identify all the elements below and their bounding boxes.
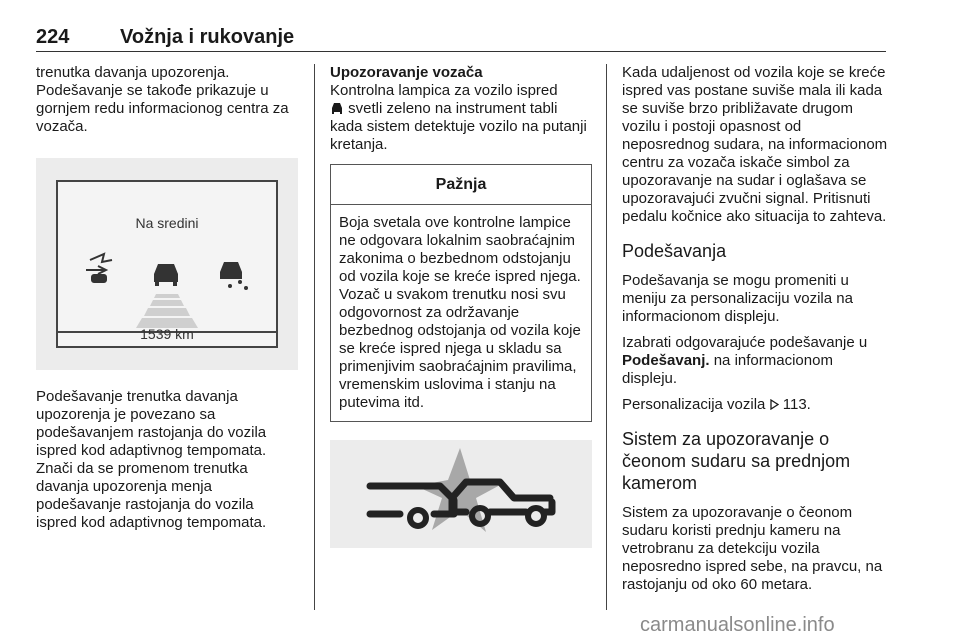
vehicle-ahead-icon — [154, 264, 178, 286]
paragraph-text: Izabrati odgovarajuće podešavanje u — [622, 334, 868, 351]
paragraph — [330, 82, 592, 154]
display-screen — [56, 180, 278, 348]
collision-warning-figure — [330, 440, 592, 548]
paragraph: Podešavanja se mogu promeniti u meniju za personalizaciju vozila na informacionom displeju. — [622, 272, 853, 325]
page-number: 224 — [36, 26, 70, 48]
paragraph: Podešavanje trenutka davanja upozorenja je povezano sa podešavanjem rastojanja do vozila ispred kod adaptivnog tempomata. Znači da se promenom trenutka davanja upozorenja menja podešavanje rastojanja do vozila ispred kod adaptivnog tempomata. — [36, 388, 267, 531]
paragraph — [622, 396, 888, 414]
dic-display-figure — [36, 158, 298, 370]
section-heading: Podešavanja — [622, 241, 727, 261]
display-graphic — [58, 182, 276, 346]
paragraph: trenutka davanja upozorenja. Podešavanje se takođe prikazuje u gornjem redu informacionog centra za vozača. — [36, 64, 289, 135]
notice-box — [330, 164, 592, 422]
odometer-value: 1539 km — [140, 326, 194, 342]
page-header — [36, 26, 886, 52]
header-rule — [36, 51, 886, 52]
vehicle-ahead-icon — [330, 102, 344, 114]
paragraph-text: svetli zeleno na instrument tabli kada sistem detektuje vozilo na putanji kretanja. — [330, 100, 587, 153]
collision-graphic — [330, 440, 592, 548]
notice-title: Pažnja — [331, 165, 591, 205]
page-reference[interactable]: 113. — [782, 396, 811, 413]
column-divider — [314, 64, 315, 610]
sensitivity-low-icon — [86, 254, 112, 282]
column-divider — [606, 64, 607, 610]
column-3 — [622, 64, 888, 602]
distance-bars — [136, 294, 198, 328]
sensitivity-high-icon — [220, 262, 248, 290]
paragraph-text: Kontrolna lampica za vozilo ispred — [330, 82, 558, 99]
paragraph: Kada udaljenost od vozila koje se kreće ispred vas postane suviše mala ili kada se suviše brzo približavate drugom vozilu i postoji opasnost od neposrednog sudara, na informacionom centru za vozača iskače simbol za upozoravanje na sudar i oglašava se upozoravajući zvučni signal. Pritisnuti pedalu kočnice ako situacija to zahteva. — [622, 64, 888, 225]
section-heading: Sistem za upozoravanje o čeonom sudaru sa prednjom kamerom — [622, 429, 851, 493]
column-1 — [36, 64, 298, 540]
watermark: carmanualsonline.info — [640, 614, 835, 636]
paragraph-text: Personalizacija vozila — [622, 396, 766, 413]
display-title: Na sredini — [135, 215, 199, 231]
paragraph-text: na informacionom displeju. — [622, 352, 833, 387]
chapter-title: Vožnja i rukovanje — [120, 26, 295, 48]
page-reference-icon — [770, 399, 779, 410]
notice-body: Boja svetala ove kontrolne lampice ne odgovara lokalnim saobraćajnim zakonima o bezbednom odstojanju od vozila koje se kreće ispred njega. Vozač u svakom trenutku nosi svu odgovornost za održavanje bezbednog odstojanja od vozila koje se kreće ispred njega u skladu sa primenjivim saobraćajnim pravilima, vremenskim uslovima i stanju na putevima itd. — [339, 214, 581, 411]
paragraph: Sistem za upozoravanje o čeonom sudaru koristi prednju kameru na vetrobranu za detekciju vozila neposredno ispred sebe, na pravcu, na rastojanju od oko 60 metara. — [622, 504, 883, 593]
menu-item-reference: Podešavanj. — [622, 352, 710, 369]
column-2 — [330, 64, 592, 566]
section-heading: Upozoravanje vozača — [330, 64, 483, 81]
paragraph — [622, 334, 888, 388]
